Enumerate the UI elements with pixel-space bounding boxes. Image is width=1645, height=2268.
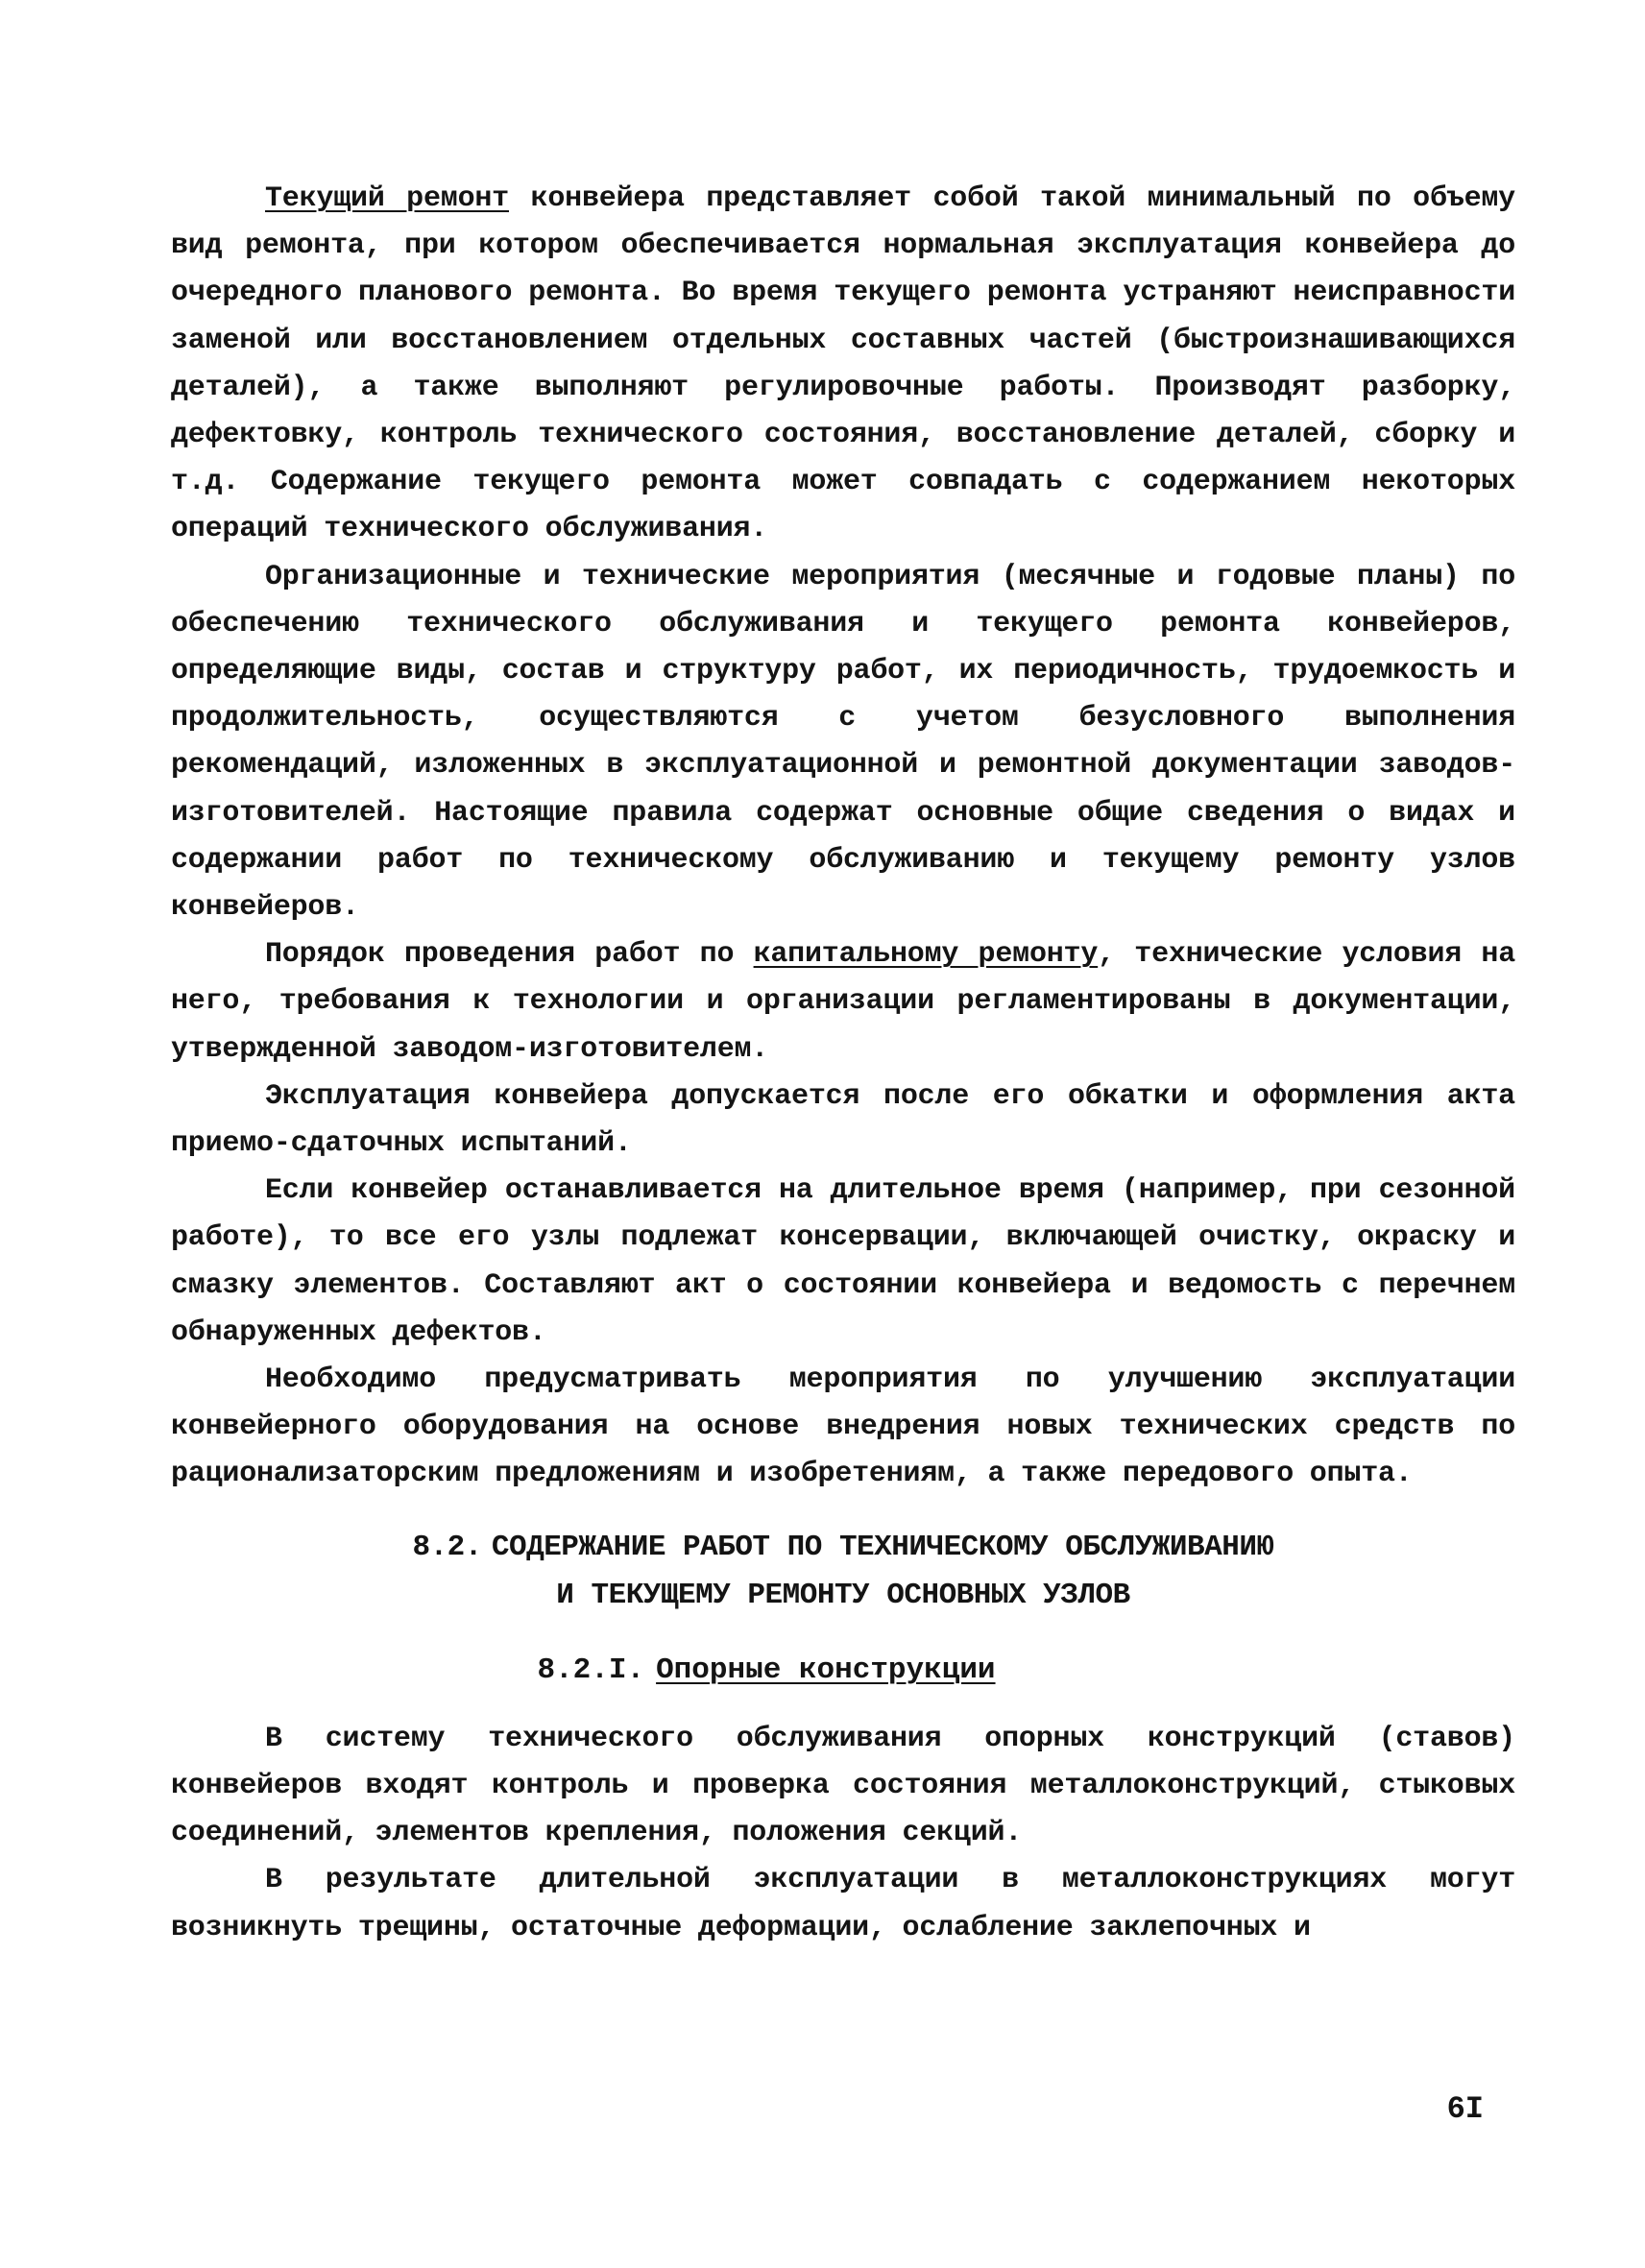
subsection-number: 8.2.I. <box>537 1653 645 1687</box>
paragraph-text: В систему технического обслуживания опорных конструкций (ставов) конвейеров входят контроль и проверка состояния металлоконструкций, стыковых соединений, элементов крепления, положения секций. <box>171 1722 1515 1850</box>
paragraph-support-structures-maintenance <box>171 1716 1515 1858</box>
paragraph-current-repair <box>171 176 1515 554</box>
page-body <box>171 176 1515 1952</box>
section-title-line-1: СОДЕРЖАНИЕ РАБОТ ПО ТЕХНИЧЕСКОМУ ОБСЛУЖИВАНИЮ <box>491 1530 1274 1564</box>
paragraph-improvement-measures <box>171 1357 1515 1499</box>
section-number: 8.2. <box>412 1530 482 1564</box>
term-current-repair: Текущий ремонт <box>265 182 509 215</box>
paragraph-text-before: Порядок проведения работ по <box>265 938 754 972</box>
term-capital-repair: капитальному ремонту <box>753 938 1099 972</box>
subsection-heading <box>171 1647 1515 1695</box>
paragraph-organizational-measures <box>171 554 1515 932</box>
paragraph-text: Эксплуатация конвейера допускается после его обкатки и оформления акта приемо-сдаточных испытаний. <box>171 1079 1515 1161</box>
subsection-title: Опорные конструкции <box>656 1653 996 1687</box>
paragraph-long-operation-effects <box>171 1857 1515 1951</box>
paragraph-text: Организационные и технические мероприятия (месячные и годовые планы) по обеспечению технического обслуживания и текущего ремонта конвейеров, определяющие виды, состав и структуру работ, их периодичность, трудоемкость и продолжительность, осуществляются с учетом безусловного выполнения рекомендаций, изложенных в эксплуатационной и ремонтной документации заводов-изготовителей. Настоящие правила содержат основные общие сведения о видах и содержании работ по техническому обслуживанию и текущему ремонту узлов конвейеров. <box>171 560 1515 925</box>
paragraph-text: Необходимо предусматривать мероприятия по улучшению эксплуатации конвейерного оборудования на основе внедрения новых технических средств по рационализаторским предложениям и изобретениям, а также передового опыта. <box>171 1363 1515 1491</box>
paragraph-long-stop <box>171 1168 1515 1357</box>
paragraph-capital-repair <box>171 931 1515 1074</box>
section-heading-line-1 <box>171 1524 1515 1572</box>
section-title-line-2: И ТЕКУЩЕМУ РЕМОНТУ ОСНОВНЫХ УЗЛОВ <box>556 1578 1130 1612</box>
paragraph-text-after: , технические условия на него, требования к технологии и организации регламентированы в документации, утвержденной заводом-изготовителем. <box>171 938 1516 1066</box>
paragraph-operation-admission <box>171 1074 1515 1168</box>
section-heading <box>171 1524 1515 1620</box>
paragraph-text: Если конвейер останавливается на длительное время (например, при сезонной работе), то все его узлы подлежат консервации, включающей очистку, окраску и смазку элементов. Составляют акт о состоянии конвейера и ведомость с перечнем обнаруженных дефектов. <box>171 1174 1515 1349</box>
page-number: 6I <box>1446 2091 1484 2127</box>
paragraph-text: конвейера представляет собой такой минимальный по объему вид ремонта, при котором обеспечивается нормальная эксплуатация конвейера до очередного планового ремонта. Во время текущего ремонта устраняют неисправности заменой или восстановлением отдельных составных частей (быстроизнашивающихся деталей), а также выполняют регулировочные работы. Производят разборку, дефектовку, контроль технического состояния, восстановление деталей, сборку и т.д. Содержание текущего ремонта может совпадать с содержанием некоторых операций технического обслуживания. <box>171 182 1515 546</box>
paragraph-text: В результате длительной эксплуатации в металлоконструкциях могут возникнуть трещины, остаточные деформации, ослабление заклепочных и <box>171 1864 1515 1944</box>
